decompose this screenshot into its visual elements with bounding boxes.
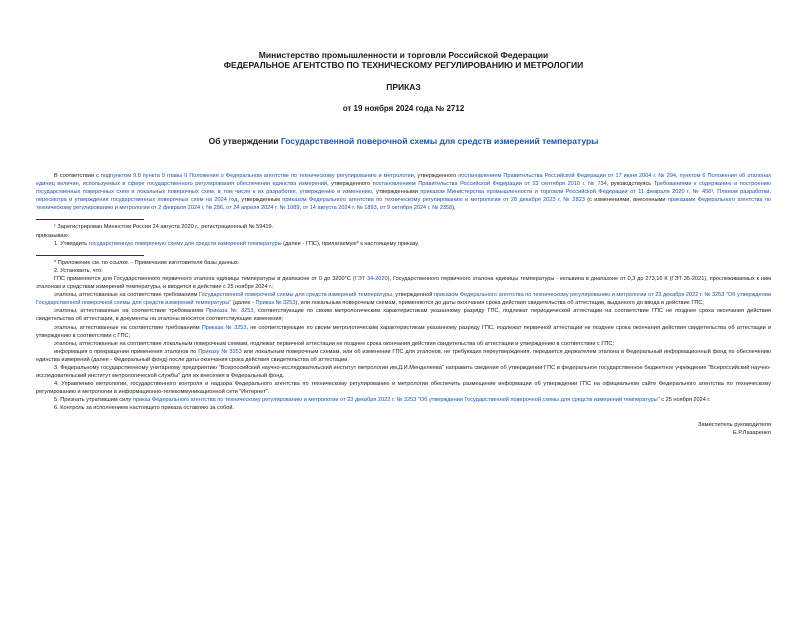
footnote-divider bbox=[36, 255, 144, 256]
orders-word: приказываю: bbox=[36, 232, 70, 239]
item-1 bbox=[36, 240, 771, 248]
item-6: 6. Контроль за исполнением настоящего приказа оставляю за собой. bbox=[54, 405, 235, 412]
item-3: 3. Федеральному государственному унитарному предприятию "Всероссийский научно-исследовательский институт метрологии им.Д.И.Менделеева" направить сведения об утверждении ГПС в федеральное государственное бюджетное учреждение "Всероссийский научно-исследовательский институт метрологической службы" для их внесения в Федеральный фонд. bbox=[36, 364, 771, 380]
link-plan-2024[interactable]: Планом разработки, пересмотра и утверждения государственных поверочных схем на 2024 год bbox=[36, 189, 771, 204]
text-fragment: , bbox=[223, 205, 227, 212]
text-fragment: ГПС применяется для Государственного первичного эталона единицы температуры в диапазоне от 0 до 3200°С ( bbox=[54, 275, 355, 282]
text-fragment: эталоны, аттестованные на соответствие требованиям bbox=[54, 292, 199, 299]
link-gps[interactable]: государственную поверочную схему для средств измерений температуры bbox=[88, 240, 282, 247]
etalons-paragraph-4: эталоны, аттестованные на соответствие локальным поверочным схемам, подлежат первичной аттестации не позднее срока окончания действия свидетельства об аттестации и утверждению в соответствии с ГПС; bbox=[54, 340, 615, 347]
text-fragment: ¹, bbox=[711, 189, 718, 196]
text-fragment: , bbox=[376, 205, 380, 212]
text-fragment: , не соответствующие по своим метрологическим характеристикам указанному разряду ГПС, подлежат первичной аттестации не позднее срока окончания действия свидетельства об аттестации и утверждению в соответствии с ГПС; bbox=[36, 324, 772, 339]
link-get-34-2020[interactable]: ГЭТ 34-2020 bbox=[354, 275, 388, 282]
text-fragment: эталоны, аттестованные на соответствие требованиям bbox=[54, 308, 207, 315]
text-fragment: 1. Утвердить bbox=[54, 240, 89, 247]
order-subject bbox=[36, 136, 771, 146]
signatory-name: Е.Р.Лазаренко bbox=[732, 430, 771, 437]
text-fragment: , утвержденной bbox=[392, 292, 434, 299]
item-2: 2. Установить, что: bbox=[54, 267, 103, 274]
text-fragment: ), bbox=[452, 205, 456, 212]
text-fragment: или локальным поверочным схемам, или об изменении ГПС для эталонов, не требующих переутверждения, передается держателем эталона в Федеральный информационный фонд по обеспечению единства измерений (далее - Федеральный фонд) после даты окончания срока действия свидетельства об аттестации. bbox=[36, 348, 772, 363]
info-paragraph bbox=[36, 348, 771, 364]
text-fragment: (далее - ГПС), прилагаемую* к настоящему приказу. bbox=[281, 240, 420, 247]
ministry-name: Министерство промышленности и торговли Российской Федерации bbox=[258, 50, 549, 60]
footnote-appendix: * Приложение см. по ссылке. - Примечание изготовителя базы данных. bbox=[54, 259, 240, 266]
link-order-1893[interactable]: от 14 августа 2024 г. № 1893 bbox=[302, 205, 377, 212]
link-etalon-regulation[interactable]: пунктом 6 Положения об эталонах единиц величин, используемых в сфере государственного регулирования обеспечения единства измерений bbox=[36, 173, 772, 188]
link-government-decree-734[interactable]: постановлением Правительства Российской Федерации от 23 сентября 2010 г. № 734 bbox=[372, 181, 607, 188]
order-title: ПРИКАЗ bbox=[386, 82, 421, 92]
text-fragment: , утвержденного bbox=[327, 181, 373, 188]
link-order-3253[interactable]: Приказа № 3253 bbox=[206, 308, 254, 315]
text-fragment: ), Государственного первичного эталона единицы температуры - кельвина в диапазоне от 0,3 до 273,16 К (ГЭТ 35-2021), прослеживаемых к ним эталонам и средствам измерений температуры, и вводится в действие с 25 ноября 2024 г.; bbox=[36, 275, 771, 291]
text-fragment: 5. Признать утратившим силу bbox=[54, 397, 133, 404]
text-fragment: , утвержденным bbox=[237, 197, 283, 204]
subject-prefix: Об утверждении bbox=[208, 136, 281, 146]
document-body bbox=[36, 172, 771, 413]
link-order-286[interactable]: приказами Федерального агентства по техническому регулированию и метрологии от 2 февраля 2024 г. № 286 bbox=[36, 197, 771, 212]
link-government-decree-294[interactable]: постановлением Правительства Российской Федерации от 17 июня 2004 г. № 294 bbox=[458, 173, 677, 179]
link-requirements[interactable]: Требованиями к содержанию и построению государственных поверочных схем и локальных поверочных схем, в том числе к их разработке, утверждению и изменению bbox=[36, 181, 771, 196]
link-order-3253-full[interactable]: приказом Федерального агентства по техническому регулированию и метрологии от 23 декабря 2022 г. № 3253 "Об утверждении Государственной поверочной схемы для средств измерений температуры" bbox=[36, 292, 772, 307]
text-fragment: , bbox=[299, 205, 303, 212]
link-order-1089[interactable]: от 24 апреля 2024 г. № 1089 bbox=[226, 205, 300, 212]
signature-block bbox=[36, 421, 771, 438]
etalons-paragraph-2 bbox=[36, 307, 771, 323]
text-fragment: с 25 ноября 2024 г. bbox=[659, 397, 711, 404]
text-fragment: ), или локальным поверочным схемам, применяются до даты окончания срока действия свидетельства об аттестации, выданного до ввода в действие ГПС; bbox=[295, 300, 704, 307]
item-4: 4. Управлению метрологии, государственного контроля и надзора Федерального агентства по техническому регулированию и метрологии обеспечить размещение информации об утверждении ГПС на официальном сайте Федерального агентства по техническому регулированию и метрологии в информационно-телекоммуникационной сети "Интернет". bbox=[36, 381, 771, 396]
signatory-position: Заместитель руководителя bbox=[697, 421, 771, 428]
link-minpromtorg-order-456[interactable]: приказом Министерства промышленности и торговли Российской Федерации от 11 февраля 2020 г. № 456 bbox=[420, 189, 712, 196]
text-fragment: , утвержденными bbox=[372, 189, 421, 196]
document-page bbox=[0, 50, 807, 621]
link-order-3253[interactable]: Приказа № 3253 bbox=[201, 324, 247, 331]
text-fragment: эталоны, аттестованные на соответствие требованиям bbox=[54, 324, 202, 331]
item-5 bbox=[36, 396, 771, 404]
text-fragment: (с изменениями, внесенными bbox=[584, 197, 668, 204]
text-fragment: (далее - bbox=[231, 300, 256, 307]
text-fragment: , утвержденного bbox=[413, 173, 459, 179]
subject-link[interactable]: Государственной поверочной схемы для средств измерений температуры bbox=[280, 136, 599, 146]
text-fragment: В соответствии с bbox=[54, 173, 101, 179]
intro-paragraph bbox=[36, 172, 771, 212]
text-fragment: , руководствуясь bbox=[606, 181, 654, 188]
agency-name: ФЕДЕРАЛЬНОЕ АГЕНТСТВО ПО ТЕХНИЧЕСКОМУ РЕГУЛИРОВАНИЮ И МЕТРОЛОГИИ bbox=[223, 60, 584, 70]
footnote-divider bbox=[36, 219, 144, 220]
text-fragment: , bbox=[676, 173, 680, 179]
link-order-3253-repealed[interactable]: приказ Федерального агентства по техническому регулированию и метрологии от 23 декабря 2022 г. № 3253 "Об утверждении Государственной поверочной схемы для средств измерений температуры" bbox=[132, 397, 660, 404]
etalons-paragraph-1 bbox=[36, 291, 771, 307]
link-order-2823[interactable]: приказом Федерального агентства по техническому регулированию и метрологии от 28 декабря 2023 г. № 2823 bbox=[282, 197, 585, 204]
etalons-paragraph-3 bbox=[36, 324, 771, 340]
text-fragment: , соответствующие по своим метрологическим характеристикам указанному разряду ГПС, подлежат периодической аттестации на соответствие ГПС не позднее срока окончания действия свидетельства об аттестации, в документы на эталоны вносятся соответствующие изменения; bbox=[36, 308, 771, 323]
link-order-2358[interactable]: от 9 октября 2024 г. № 2358 bbox=[379, 205, 453, 212]
link-regulation-point[interactable]: подпунктом 9.8 пункта 9 главы II Положения о Федеральном агентстве по техническому регулированию и метрологии bbox=[100, 173, 414, 179]
link-order-3253[interactable]: Приказу № 3253 bbox=[198, 348, 242, 355]
order-date-number: от 19 ноября 2024 года № 2712 bbox=[342, 104, 465, 113]
link-order-3253[interactable]: Приказ № 3253 bbox=[255, 300, 296, 307]
link-gps-schema[interactable]: Государственной поверочной схемы для средств измерений температуры bbox=[198, 292, 393, 299]
text-fragment: информация о прекращении применения эталонов по bbox=[54, 348, 199, 355]
footnote-registration: ¹ Зарегистрирован Минюстом России 24 августа 2020 г., регистрационный № 59419. bbox=[54, 224, 274, 231]
gps-scope-paragraph bbox=[36, 275, 771, 291]
